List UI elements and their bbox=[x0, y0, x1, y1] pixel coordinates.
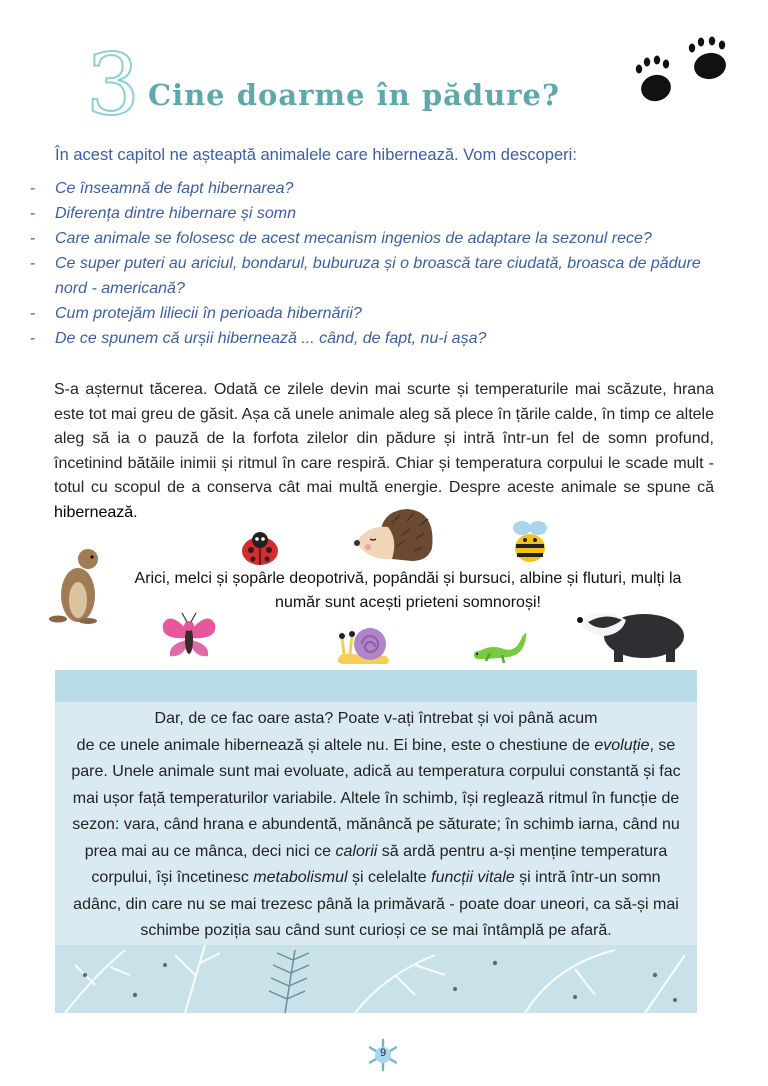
lizard-icon bbox=[470, 625, 530, 665]
list-item: - Cum protejăm liliecii în perioada hibernării? bbox=[30, 305, 362, 322]
paw-prints-icon bbox=[630, 36, 740, 106]
question-list bbox=[30, 176, 730, 351]
winter-branches-illustration bbox=[55, 945, 697, 1013]
chapter-title: Cine doarme în pădure? bbox=[148, 78, 560, 112]
rhyme-line: număr sunt acești prieteni somnoroși! bbox=[275, 594, 541, 611]
badger-icon bbox=[574, 598, 690, 664]
list-item: - De ce spunem că urșii hibernează ... când, de fapt, nu-i așa? bbox=[30, 330, 487, 347]
rhyme-line: Arici, melci și șopârle deopotrivă, popândăi și bursuci, albine și fluturi, mulți la bbox=[134, 570, 682, 587]
gopher-icon bbox=[48, 545, 110, 625]
list-item: - Care animale se folosesc de acest mecanism ingenios de adaptare la sezonul rece? bbox=[30, 230, 652, 247]
snail-icon bbox=[336, 618, 392, 666]
bee-icon bbox=[508, 518, 552, 564]
hibernate-word: hibernează. bbox=[54, 503, 138, 521]
ladybug-icon bbox=[238, 530, 282, 566]
box-header-band bbox=[55, 670, 697, 702]
chapter-number: 3 bbox=[86, 36, 140, 134]
butterfly-icon bbox=[160, 610, 218, 660]
chapter-intro: În acest capitol ne așteaptă animalele care hibernează. Vom descoperi: bbox=[55, 146, 577, 164]
list-item: - Ce super puteri au ariciul, bondarul, buburuza și o broască tare ciudată, broasca de pădure nord - americană? bbox=[30, 255, 701, 297]
page-number: 9 bbox=[379, 1047, 387, 1059]
intro-paragraph: S-a așternut tăcerea. Odată ce zilele devin mai scurte și temperaturile mai scăzute, hrana este tot mai greu de găsit. Așa că unele animale aleg să plece în țările calde, în timp ce altele aleg să ia o pauză de la forfota zilelor din pădure și intră într-un fel de somn profund, încetinind bătăile inimii și ritmul în care respiră. Chiar și temperatura corpului le scade mult - totul cu scopul de a conserva cât mai multă energie. Despre aceste animale se spune că hibernează. bbox=[54, 381, 714, 521]
info-box-text: Dar, de ce fac oare asta? Poate v-ați întrebat și voi până acum de ce unele animale hibernează și altele nu. Ei bine, este o chestiune de evoluție, se pare. Unele animale sunt mai evoluate, adică au temperatura corpului constantă și fac mai ușor față temperaturilor variabile. Altele în schimb, își reglează ritmul în funcție de sezon: vara, când hrana e abundentă, mănâncă pe săturate; în schimb iarna, când nu prea mai au ce mânca, deci nici ce calorii să ardă pentru a-și menține temperatura corpului, își încetinesc metabolismul și celelalte funcții vitale și intră într-un somn adânc, din care nu se mai trezesc până la primăvară - poate doar uneori, ca să-și mai schimbe poziția sau când sunt curioși ce se mai întâmplă pe afară. bbox=[71, 710, 681, 939]
hedgehog-icon bbox=[352, 503, 436, 565]
list-item: - Ce înseamnă de fapt hibernarea? bbox=[30, 180, 294, 197]
list-item: - Diferența dintre hibernare și somn bbox=[30, 205, 297, 222]
